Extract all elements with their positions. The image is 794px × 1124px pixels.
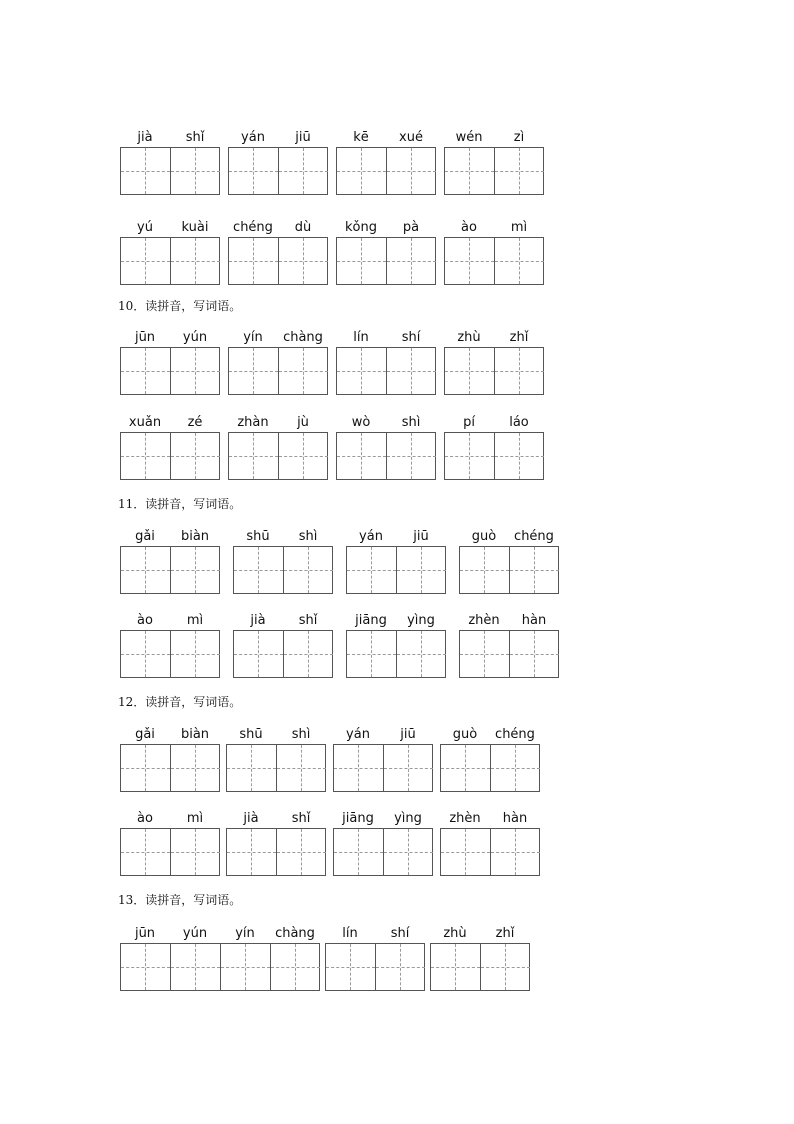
cell-guide-vertical [195,148,196,194]
cell-guide-vertical [411,348,412,394]
character-cell[interactable] [509,631,559,677]
cell-guide-vertical [308,631,309,677]
character-cell[interactable] [431,944,480,990]
word-writing-box[interactable] [430,943,530,991]
cell-guide-vertical [245,944,246,990]
cell-guide-vertical [534,631,535,677]
character-cell[interactable] [229,348,278,394]
pinyin-label: shí [390,926,410,941]
cell-guide-vertical [258,547,259,593]
cell-guide-vertical [295,944,296,990]
character-cell[interactable] [170,148,220,194]
pinyin-label: yán [241,130,265,145]
cell-guide-vertical [361,148,362,194]
word-writing-box[interactable] [233,630,333,678]
pinyin-label: hàn [502,811,528,826]
character-cell[interactable] [396,631,446,677]
cell-guide-vertical [251,745,252,791]
cell-guide-vertical [145,433,146,479]
character-cell[interactable] [170,348,220,394]
pinyin-label: yún [182,926,208,941]
pinyin-label: zhèn [468,613,500,628]
pinyin-label: jià [137,130,153,145]
cell-guide-vertical [301,745,302,791]
character-cell[interactable] [337,238,386,284]
pinyin-label: zhǐ [509,330,529,345]
cell-guide-vertical [411,148,412,194]
character-cell[interactable] [220,944,270,990]
cell-guide-vertical [358,745,359,791]
character-cell[interactable] [283,547,333,593]
pinyin-label: mì [186,613,204,628]
cell-guide-vertical [519,433,520,479]
pinyin-label: chéng [495,727,535,742]
cell-guide-vertical [145,238,146,284]
character-cell[interactable] [276,745,326,791]
pinyin-label: wò [351,415,371,430]
character-cell[interactable] [170,944,220,990]
cell-guide-vertical [195,433,196,479]
question-title: 10．读拼音，写词语。 [118,299,242,313]
pinyin-label: jià [250,613,266,628]
cell-guide-vertical [465,829,466,875]
character-cell[interactable] [121,829,170,875]
character-cell[interactable] [375,944,425,990]
cell-guide-vertical [469,348,470,394]
word-writing-box[interactable] [233,546,333,594]
pinyin-label: kuài [181,220,209,235]
word-writing-box[interactable] [444,237,544,285]
character-cell[interactable] [121,745,170,791]
character-cell[interactable] [494,433,544,479]
character-cell[interactable] [347,547,396,593]
cell-guide-vertical [469,433,470,479]
cell-guide-vertical [145,631,146,677]
character-cell[interactable] [121,348,170,394]
pinyin-label: yín [235,926,255,941]
pinyin-label: zhèn [449,811,481,826]
cell-guide-vertical [303,148,304,194]
pinyin-label: zhù [457,330,481,345]
pinyin-label: jiū [413,529,429,544]
pinyin-label: jūn [134,926,156,941]
word-writing-box[interactable] [336,432,436,480]
character-cell[interactable] [170,829,220,875]
pinyin-label: shǐ [298,613,318,628]
character-cell[interactable] [170,547,220,593]
character-cell[interactable] [234,547,283,593]
character-cell[interactable] [229,148,278,194]
character-cell[interactable] [490,745,540,791]
cell-guide-vertical [195,829,196,875]
character-cell[interactable] [337,148,386,194]
cell-guide-vertical [484,631,485,677]
cell-guide-vertical [371,547,372,593]
character-cell[interactable] [121,631,170,677]
word-writing-box[interactable] [440,828,540,876]
pinyin-label: yún [182,330,208,345]
character-cell[interactable] [386,348,436,394]
cell-guide-vertical [519,348,520,394]
cell-guide-vertical [400,944,401,990]
word-writing-box[interactable] [346,546,446,594]
character-cell[interactable] [121,944,170,990]
pinyin-label: shì [298,529,318,544]
character-cell[interactable] [270,944,320,990]
cell-guide-vertical [253,238,254,284]
character-cell[interactable] [278,238,328,284]
pinyin-label: zì [513,130,525,145]
character-cell[interactable] [386,148,436,194]
cell-guide-vertical [253,148,254,194]
cell-guide-vertical [361,348,362,394]
word-writing-box[interactable] [228,432,328,480]
character-cell[interactable] [121,148,170,194]
cell-guide-vertical [303,348,304,394]
word-writing-box[interactable] [228,347,328,395]
word-writing-box[interactable] [120,744,220,792]
pinyin-label: shū [239,727,263,742]
cell-guide-vertical [258,631,259,677]
cell-guide-vertical [465,745,466,791]
character-cell[interactable] [283,631,333,677]
question-title: 11．读拼音，写词语。 [118,497,242,511]
character-cell[interactable] [445,238,494,284]
character-cell[interactable] [278,148,328,194]
cell-guide-vertical [361,433,362,479]
cell-guide-vertical [408,745,409,791]
cell-guide-vertical [145,944,146,990]
word-writing-box[interactable] [325,943,425,991]
character-cell[interactable] [445,348,494,394]
word-writing-box[interactable] [336,147,436,195]
character-cell[interactable] [396,547,446,593]
character-cell[interactable] [276,829,326,875]
pinyin-label: xué [399,130,423,145]
character-cell[interactable] [334,829,383,875]
word-writing-box[interactable] [440,744,540,792]
pinyin-label: kǒng [345,220,377,235]
pinyin-label: zhǐ [495,926,515,941]
character-cell[interactable] [386,238,436,284]
pinyin-label: shǐ [185,130,205,145]
cell-guide-vertical [145,745,146,791]
pinyin-label: guò [471,529,497,544]
cell-guide-vertical [195,238,196,284]
character-cell[interactable] [326,944,375,990]
pinyin-label: chéng [514,529,554,544]
pinyin-label: jiāng [342,811,374,826]
pinyin-label: yìng [394,811,422,826]
character-cell[interactable] [278,433,328,479]
pinyin-label: zhàn [237,415,269,430]
pinyin-label: yìng [407,613,435,628]
word-writing-box[interactable] [459,630,559,678]
character-cell[interactable] [121,547,170,593]
word-writing-box[interactable] [120,943,320,991]
cell-guide-vertical [358,829,359,875]
cell-guide-vertical [145,829,146,875]
pinyin-label: yín [243,330,263,345]
pinyin-label: chàng [283,330,323,345]
word-writing-box[interactable] [120,546,220,594]
cell-guide-vertical [361,238,362,284]
pinyin-label: shí [401,330,421,345]
question-title: 12．读拼音，写词语。 [118,695,242,709]
pinyin-label: jù [297,415,309,430]
pinyin-label: jià [243,811,259,826]
word-writing-box[interactable] [226,744,326,792]
word-writing-box[interactable] [226,828,326,876]
pinyin-label: hàn [521,613,547,628]
cell-guide-vertical [301,829,302,875]
word-writing-box[interactable] [346,630,446,678]
character-cell[interactable] [460,547,509,593]
pinyin-label: shì [401,415,421,430]
character-cell[interactable] [121,433,170,479]
pinyin-label: pà [402,220,420,235]
cell-guide-vertical [195,745,196,791]
pinyin-label: chàng [275,926,315,941]
pinyin-label: ào [137,613,153,628]
pinyin-label: biàn [180,529,210,544]
character-cell[interactable] [509,547,559,593]
word-writing-box[interactable] [120,828,220,876]
cell-guide-vertical [195,631,196,677]
word-writing-box[interactable] [444,347,544,395]
character-cell[interactable] [227,829,276,875]
cell-guide-vertical [515,745,516,791]
character-cell[interactable] [229,433,278,479]
character-cell[interactable] [494,238,544,284]
word-writing-box[interactable] [228,237,328,285]
character-cell[interactable] [441,829,490,875]
character-cell[interactable] [480,944,530,990]
character-cell[interactable] [337,348,386,394]
question-title: 13．读拼音，写词语。 [118,893,242,907]
pinyin-label: lín [342,926,358,941]
pinyin-label: jiū [295,130,311,145]
cell-guide-vertical [350,944,351,990]
cell-guide-vertical [253,433,254,479]
cell-guide-vertical [371,631,372,677]
pinyin-label: jiāng [355,613,387,628]
character-cell[interactable] [445,148,494,194]
cell-guide-vertical [519,148,520,194]
pinyin-label: kē [353,130,369,145]
pinyin-label: láo [509,415,529,430]
pinyin-label: chéng [233,220,273,235]
pinyin-label: xuǎn [128,415,162,430]
character-cell[interactable] [494,148,544,194]
pinyin-label: pí [463,415,475,430]
pinyin-label: biàn [180,727,210,742]
cell-guide-vertical [484,547,485,593]
cell-guide-vertical [505,944,506,990]
cell-guide-vertical [411,433,412,479]
pinyin-label: zhù [443,926,467,941]
cell-guide-vertical [145,348,146,394]
character-cell[interactable] [278,348,328,394]
cell-guide-vertical [421,631,422,677]
character-cell[interactable] [460,631,509,677]
pinyin-label: guò [452,727,478,742]
cell-guide-vertical [195,547,196,593]
pinyin-label: dù [294,220,312,235]
cell-guide-vertical [195,348,196,394]
cell-guide-vertical [421,547,422,593]
word-writing-box[interactable] [333,744,433,792]
pinyin-label: zé [187,415,203,430]
character-cell[interactable] [227,745,276,791]
pinyin-label: jiū [400,727,416,742]
character-cell[interactable] [234,631,283,677]
word-writing-box[interactable] [336,347,436,395]
word-writing-box[interactable] [120,347,220,395]
word-writing-box[interactable] [120,630,220,678]
character-cell[interactable] [386,433,436,479]
pinyin-label: mì [510,220,528,235]
cell-guide-vertical [145,148,146,194]
pinyin-label: shǐ [291,811,311,826]
cell-guide-vertical [308,547,309,593]
pinyin-label: yú [137,220,153,235]
pinyin-label: jūn [134,330,156,345]
character-cell[interactable] [229,238,278,284]
word-writing-box[interactable] [444,147,544,195]
character-cell[interactable] [170,745,220,791]
cell-guide-vertical [411,238,412,284]
cell-guide-vertical [469,148,470,194]
cell-guide-vertical [303,238,304,284]
cell-guide-vertical [251,829,252,875]
pinyin-label: ào [137,811,153,826]
character-cell[interactable] [334,745,383,791]
pinyin-label: shì [291,727,311,742]
cell-guide-vertical [534,547,535,593]
character-cell[interactable] [383,745,433,791]
character-cell[interactable] [170,433,220,479]
character-cell[interactable] [445,433,494,479]
pinyin-label: shū [246,529,270,544]
character-cell[interactable] [347,631,396,677]
word-writing-box[interactable] [459,546,559,594]
cell-guide-vertical [303,433,304,479]
cell-guide-vertical [408,829,409,875]
word-writing-box[interactable] [333,828,433,876]
pinyin-label: ào [461,220,477,235]
pinyin-label: lín [353,330,369,345]
cell-guide-vertical [519,238,520,284]
pinyin-label: yán [359,529,383,544]
cell-guide-vertical [253,348,254,394]
word-writing-box[interactable] [228,147,328,195]
cell-guide-vertical [455,944,456,990]
pinyin-label: mì [186,811,204,826]
cell-guide-vertical [469,238,470,284]
cell-guide-vertical [515,829,516,875]
character-cell[interactable] [170,238,220,284]
cell-guide-vertical [145,547,146,593]
pinyin-label: yán [346,727,370,742]
word-writing-box[interactable] [120,147,220,195]
pinyin-label: gǎi [135,727,155,742]
pinyin-label: gǎi [135,529,155,544]
character-cell[interactable] [337,433,386,479]
pinyin-label: wén [455,130,483,145]
character-cell[interactable] [490,829,540,875]
character-cell[interactable] [170,631,220,677]
word-writing-box[interactable] [120,432,220,480]
word-writing-box[interactable] [444,432,544,480]
word-writing-box[interactable] [336,237,436,285]
character-cell[interactable] [494,348,544,394]
cell-guide-vertical [195,944,196,990]
character-cell[interactable] [383,829,433,875]
character-cell[interactable] [121,238,170,284]
character-cell[interactable] [441,745,490,791]
word-writing-box[interactable] [120,237,220,285]
